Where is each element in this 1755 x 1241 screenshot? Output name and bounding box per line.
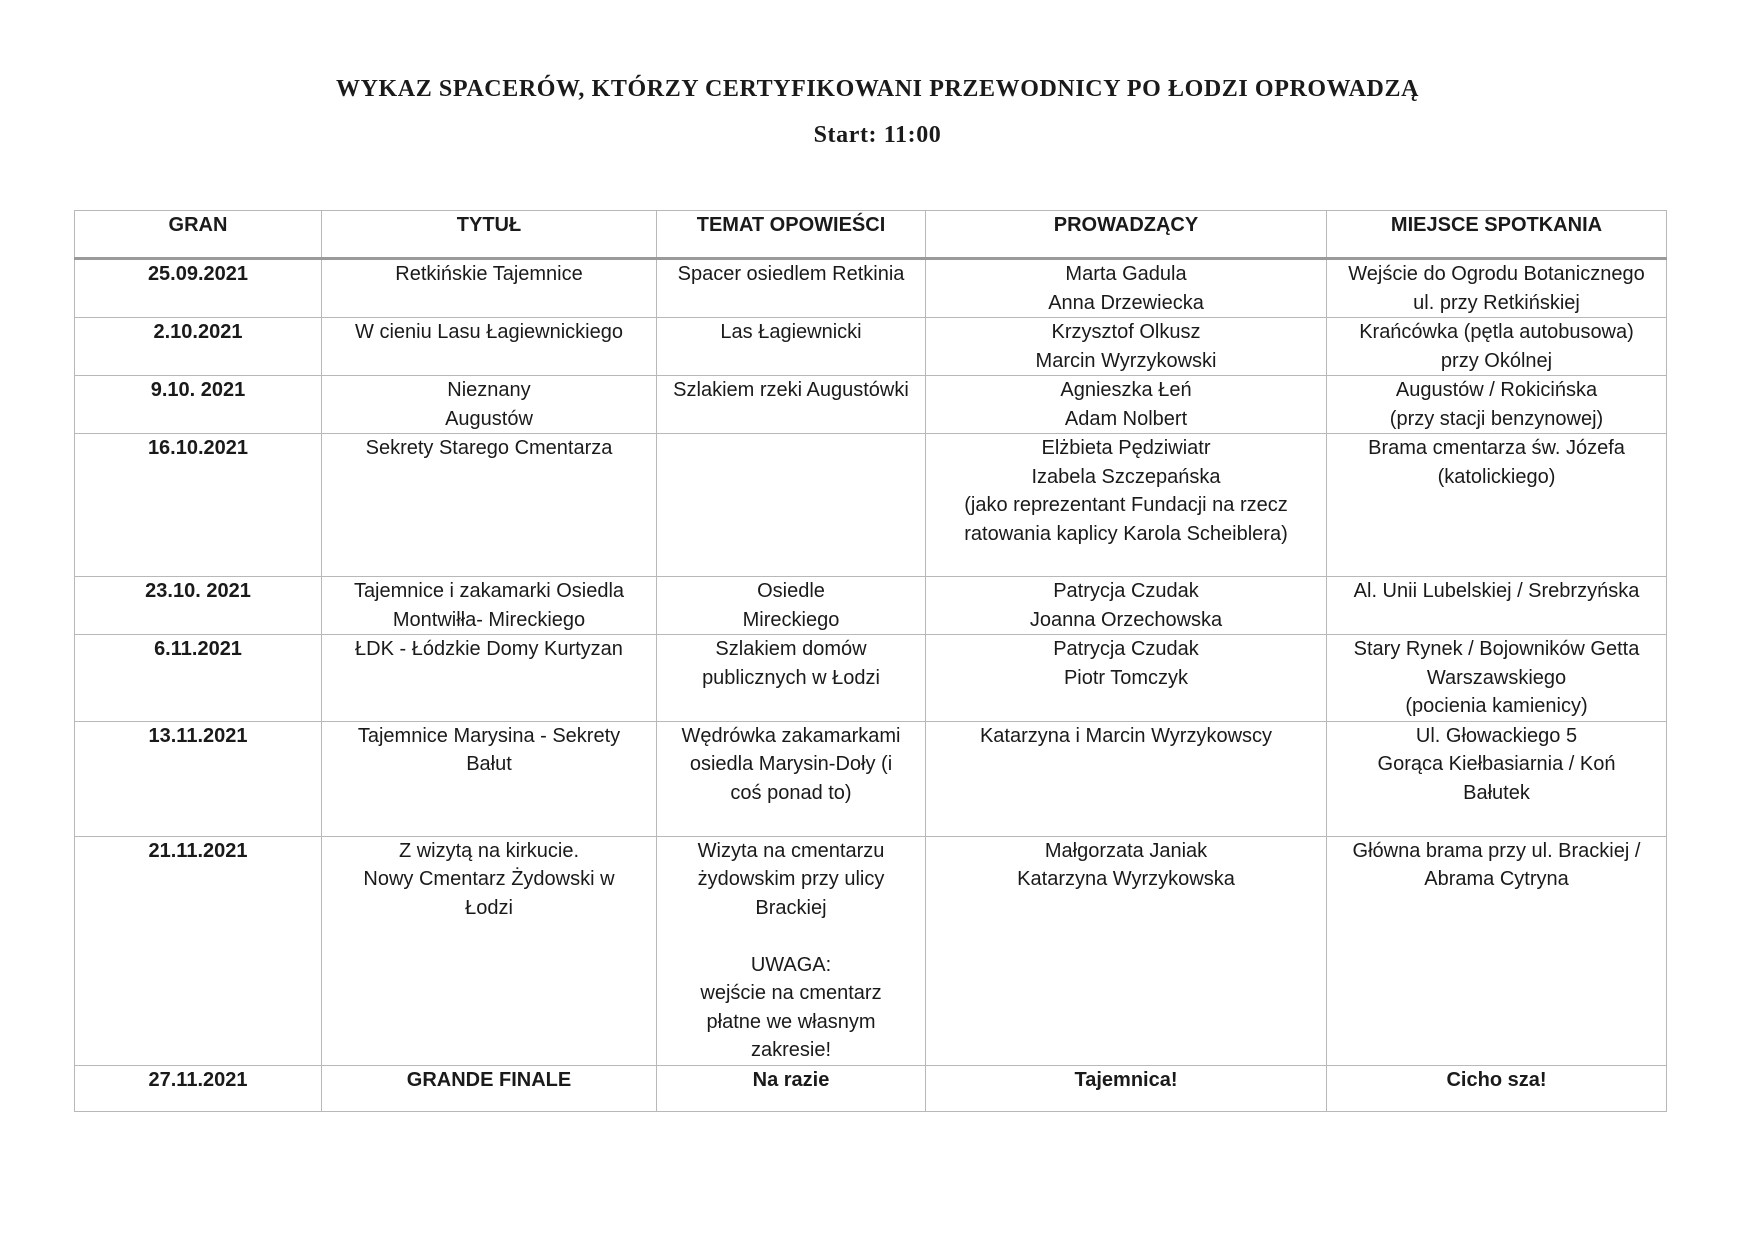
cell-guides: Małgorzata Janiak Katarzyna Wyrzykowska: [926, 836, 1327, 1065]
cell-date: 13.11.2021: [75, 721, 322, 836]
cell-title: Z wizytą na kirkucie. Nowy Cmentarz Żydowski w Łodzi: [322, 836, 657, 1065]
column-header-prowadzacy: PROWADZĄCY: [926, 211, 1327, 259]
cell-date: 25.09.2021: [75, 259, 322, 318]
cell-topic: Wędrówka zakamarkami osiedla Marysin-Doły (i coś ponad to): [657, 721, 926, 836]
column-header-gran: GRAN: [75, 211, 322, 259]
cell-guides: Krzysztof Olkusz Marcin Wyrzykowski: [926, 318, 1327, 376]
cell-guides: Patrycja Czudak Piotr Tomczyk: [926, 635, 1327, 722]
cell-title: Tajemnice i zakamarki Osiedla Montwiłła- Mireckiego: [322, 577, 657, 635]
cell-guides: Elżbieta Pędziwiatr Izabela Szczepańska (jako reprezentant Fundacji na rzecz ratowania kaplicy Karola Scheiblera): [926, 434, 1327, 577]
cell-title: Nieznany Augustów: [322, 376, 657, 434]
cell-topic: [657, 434, 926, 577]
cell-title: ŁDK - Łódzkie Domy Kurtyzan: [322, 635, 657, 722]
cell-place: Wejście do Ogrodu Botanicznego ul. przy Retkińskiej: [1327, 259, 1667, 318]
cell-place: Stary Rynek / Bojowników Getta Warszawskiego (pocienia kamienicy): [1327, 635, 1667, 722]
cell-title: Retkińskie Tajemnice: [322, 259, 657, 318]
cell-date: 23.10. 2021: [75, 577, 322, 635]
cell-topic: Szlakiem domów publicznych w Łodzi: [657, 635, 926, 722]
cell-title: W cieniu Lasu Łagiewnickiego: [322, 318, 657, 376]
cell-date: 27.11.2021: [75, 1065, 322, 1111]
cell-date: 9.10. 2021: [75, 376, 322, 434]
cell-title: GRANDE FINALE: [322, 1065, 657, 1111]
cell-date: 21.11.2021: [75, 836, 322, 1065]
cell-guides: Tajemnica!: [926, 1065, 1327, 1111]
cell-guides: Agnieszka Łeń Adam Nolbert: [926, 376, 1327, 434]
cell-topic: Szlakiem rzeki Augustówki: [657, 376, 926, 434]
column-header-tytul: TYTUŁ: [322, 211, 657, 259]
table-row: [75, 836, 1667, 1065]
table-header-row: [75, 211, 1667, 259]
cell-topic: Las Łagiewnicki: [657, 318, 926, 376]
table-row: [75, 635, 1667, 722]
cell-guides: Marta Gadula Anna Drzewiecka: [926, 259, 1327, 318]
cell-place: Al. Unii Lubelskiej / Srebrzyńska: [1327, 577, 1667, 635]
cell-date: 2.10.2021: [75, 318, 322, 376]
cell-title: Sekrety Starego Cmentarza: [322, 434, 657, 577]
column-header-temat: TEMAT OPOWIEŚCI: [657, 211, 926, 259]
cell-guides: Katarzyna i Marcin Wyrzykowscy: [926, 721, 1327, 836]
document-title: WYKAZ SPACERÓW, KTÓRZY CERTYFIKOWANI PRZEWODNICY PO ŁODZI OPROWADZĄ: [335, 76, 1420, 102]
start-time: Start: 11:00: [813, 122, 942, 148]
column-header-miejsce: MIEJSCE SPOTKANIA: [1327, 211, 1667, 259]
cell-topic: Na razie: [657, 1065, 926, 1111]
cell-place: Ul. Głowackiego 5 Gorąca Kiełbasiarnia / Koń Bałutek: [1327, 721, 1667, 836]
cell-place: Krańcówka (pętla autobusowa) przy Okólnej: [1327, 318, 1667, 376]
cell-place: Główna brama przy ul. Brackiej / Abrama Cytryna: [1327, 836, 1667, 1065]
cell-date: 6.11.2021: [75, 635, 322, 722]
cell-guides: Patrycja Czudak Joanna Orzechowska: [926, 577, 1327, 635]
table-row: [75, 434, 1667, 577]
cell-topic: Wizyta na cmentarzu żydowskim przy ulicy Brackiej UWAGA: wejście na cmentarz płatne we własnym zakresie!: [657, 836, 926, 1065]
cell-place: Cicho sza!: [1327, 1065, 1667, 1111]
cell-place: Brama cmentarza św. Józefa (katolickiego): [1327, 434, 1667, 577]
table-row: [75, 318, 1667, 376]
table-row-finale: [75, 1065, 1667, 1111]
table-row: [75, 577, 1667, 635]
cell-topic: Osiedle Mireckiego: [657, 577, 926, 635]
walks-schedule-table: [74, 210, 1667, 1112]
cell-title: Tajemnice Marysina - Sekrety Bałut: [322, 721, 657, 836]
table-row: [75, 259, 1667, 318]
table-row: [75, 376, 1667, 434]
cell-date: 16.10.2021: [75, 434, 322, 577]
cell-topic: Spacer osiedlem Retkinia: [657, 259, 926, 318]
cell-place: Augustów / Rokicińska (przy stacji benzynowej): [1327, 376, 1667, 434]
table-row: [75, 721, 1667, 836]
